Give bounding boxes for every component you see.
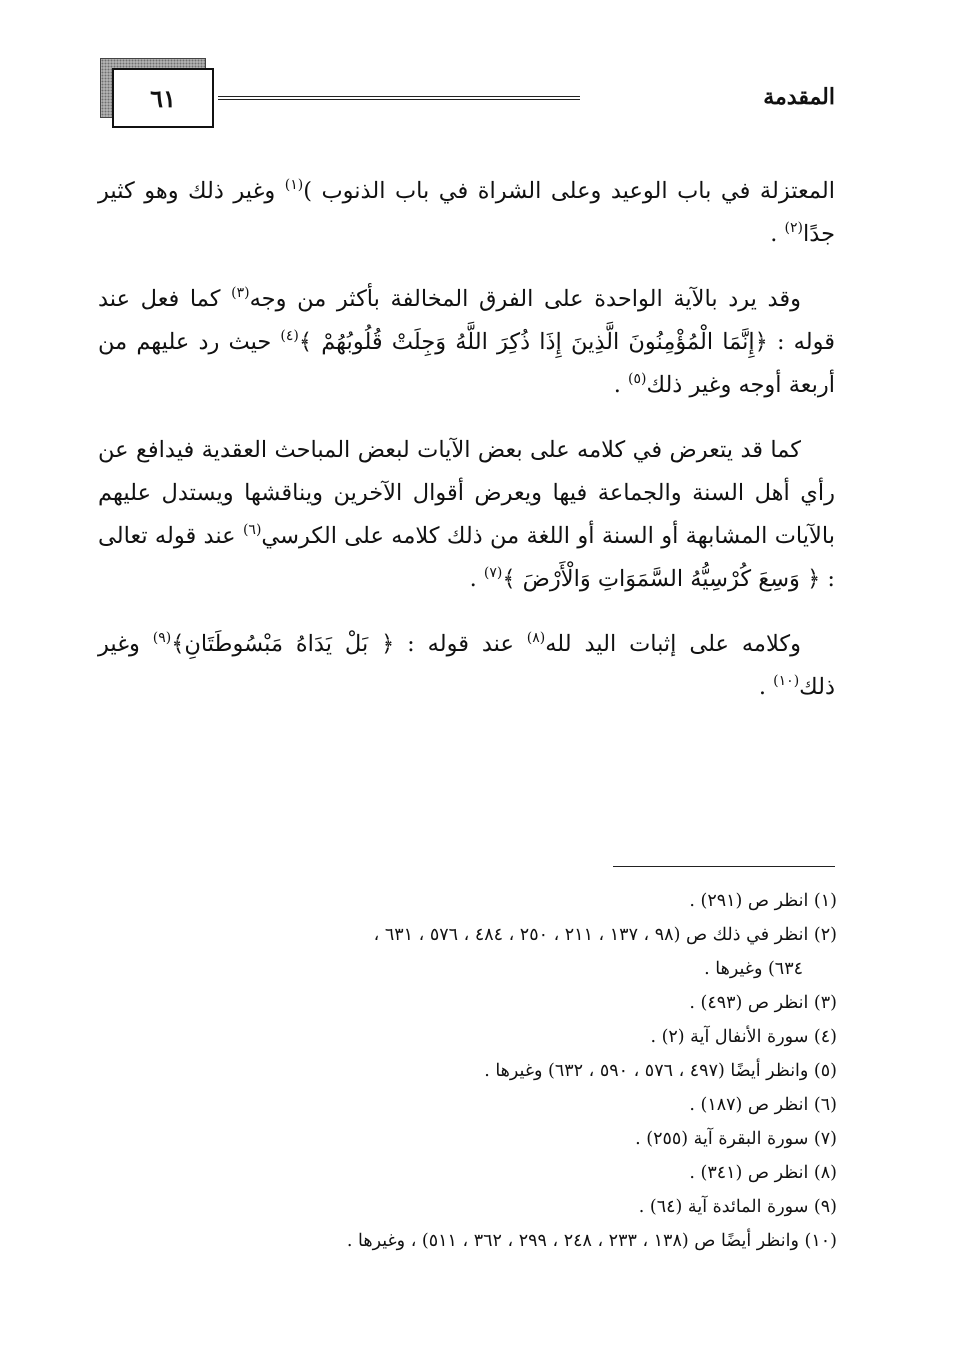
paragraph-text: .: [770, 221, 785, 247]
footnote-text: (٧) سورة البقرة آية (٢٥٥) .: [635, 1129, 837, 1149]
paragraph: [98, 170, 835, 256]
footnote-text: (٩) سورة المائدة آية (٦٤) .: [638, 1197, 837, 1217]
paragraph-text: وكلامه على إثبات اليد لله: [545, 631, 801, 657]
footnote-text: (٤) سورة الأنفال آية (٢) .: [650, 1027, 837, 1047]
footnote-item: [98, 1156, 837, 1190]
footnote-item: [98, 1054, 837, 1088]
footnote-item: [98, 1190, 837, 1224]
paragraph-text: وقد يرد بالآية الواحدة على الفرق المخالفة بأكثر من وجه: [249, 286, 801, 312]
footnote-item: [98, 1020, 837, 1054]
paragraph-text: حيث رد عليهم من أربعة أوجه وغير ذلك: [98, 329, 835, 398]
page-number-frame: [100, 58, 216, 128]
footnote-text: (٥) وانظر أيضًا (٤٩٧ ، ٥٧٦ ، ٥٩٠ ، ٦٣٢) وغيرها .: [484, 1061, 837, 1081]
footnote-item: [98, 918, 837, 986]
footnote-marker: (٣): [231, 285, 250, 301]
paragraph-text: وغير ذلك وهو كثير جدًا: [98, 178, 835, 247]
running-header-title: المقدمة: [763, 84, 835, 110]
paragraph-text: .: [613, 372, 629, 398]
quran-verse: ﴿ وَسِعَ كُرْسِيُّهُ السَّمَوَاتِ وَالْأَرْضَ ﴾: [502, 566, 821, 592]
paragraph-text: .: [469, 566, 484, 592]
footnote-marker: (٦): [242, 522, 262, 538]
paragraph-text: المعتزلة في باب الوعيد وعلى الشراة في باب الذنوب ): [303, 178, 835, 204]
footnotes: [98, 884, 837, 1258]
page-number: ٦١: [112, 68, 214, 128]
paragraph: [98, 429, 835, 601]
footnote-marker: (٤): [280, 328, 299, 344]
footnote-marker: (٢): [784, 220, 804, 236]
footnote-item: [98, 1122, 837, 1156]
footnote-marker: (٥): [628, 371, 647, 387]
footnote-item: [98, 884, 837, 918]
paragraph-text: .: [758, 674, 774, 700]
paragraph-text: كما قد يتعرض في كلامه على بعض الآيات لبعض المباحث العقدية فيدافع عن رأي أهل السنة والجماعة فيها ويعرض أقوال الآخرين ويناقشها ويستدل عليهم بالآيات المشابهة أو السنة أو اللغة من ذلك كلامه على الكرسي: [98, 437, 835, 549]
footnote-marker: (١٠): [773, 673, 800, 689]
paragraph-text: عند قوله تعالى :: [98, 523, 835, 592]
footnote-item: [98, 986, 837, 1020]
footnote-marker: (٩): [152, 630, 172, 646]
footnote-text: (٣) انظر ص (٤٩٣) .: [689, 993, 837, 1013]
footnote-marker: (٧): [483, 565, 503, 581]
footnote-separator: [613, 866, 835, 867]
body-text: [98, 170, 835, 709]
paragraph: [98, 278, 835, 407]
quran-verse: ﴿ بَلْ يَدَاهُ مَبْسُوطَتَانِ﴾: [171, 631, 395, 657]
paragraph: [98, 623, 835, 709]
footnote-marker: (١): [284, 177, 304, 193]
paragraph-text: كما فعل عند قوله :: [98, 286, 835, 355]
paragraph-text: وغير ذلك: [98, 631, 835, 700]
footnote-item: [98, 1224, 837, 1258]
footnote-text: (١٠) وانظر أيضًا ص (١٣٨ ، ٢٣٣ ، ٢٤٨ ، ٢٩٩ ، ٣٦٢ ، ٥١١) ، وغيرها .: [346, 1231, 837, 1251]
header-rule: [218, 96, 580, 100]
footnote-text: (١) انظر ص (٢٩١) .: [689, 891, 837, 911]
footnote-marker: (٨): [526, 630, 546, 646]
paragraph-text: عند قوله :: [394, 631, 527, 657]
quran-verse: ﴿إِنَّمَا الْمُؤْمِنُونَ الَّذِينَ إِذَا ذُكِرَ اللَّهُ وَجِلَتْ قُلُوبُهُمْ ﴾: [298, 329, 768, 355]
footnote-text-continued: ٦٣٤) وغيرها .: [704, 959, 803, 979]
footnote-text: (٦) انظر ص (١٨٧) .: [689, 1095, 837, 1115]
footnote-text: (٢) انظر في ذلك ص (٩٨ ، ١٣٧ ، ٢١١ ، ٢٥٠ ، ٤٨٤ ، ٥٧٦ ، ٦٣١ ،: [373, 925, 837, 945]
footnote-text: (٨) انظر ص (٣٤١) .: [689, 1163, 837, 1183]
footnote-item: [98, 1088, 837, 1122]
